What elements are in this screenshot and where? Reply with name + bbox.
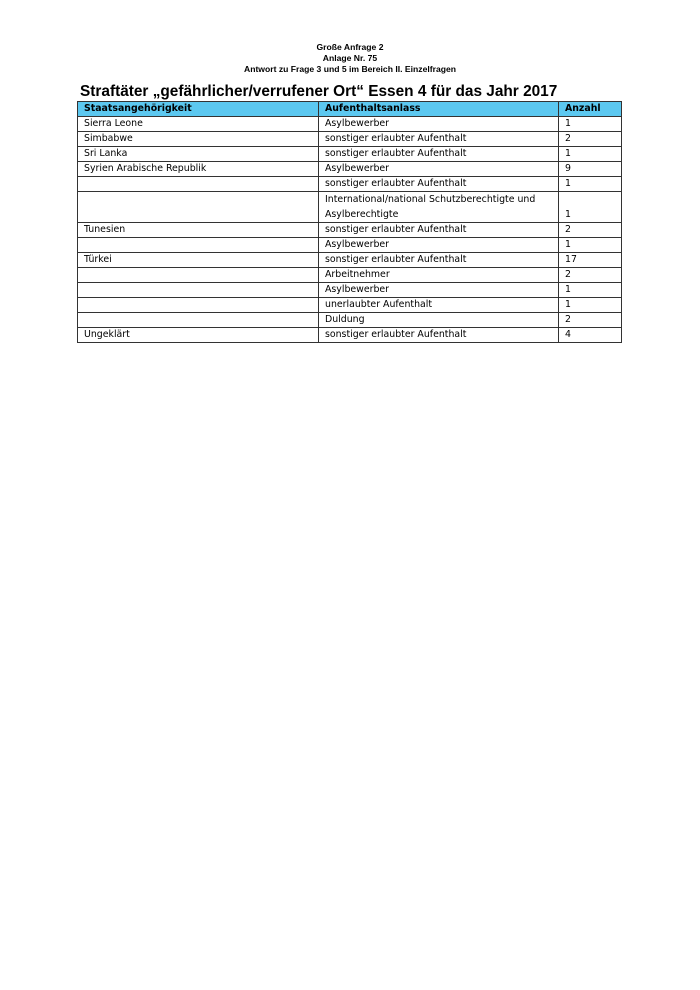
cell-reason: sonstiger erlaubter Aufenthalt bbox=[319, 328, 559, 343]
cell-nationality bbox=[78, 177, 319, 192]
table-row bbox=[78, 268, 622, 283]
cell-count: 9 bbox=[559, 162, 622, 177]
table-row bbox=[78, 162, 622, 177]
cell-nationality bbox=[78, 298, 319, 313]
cell-reason: sonstiger erlaubter Aufenthalt bbox=[319, 177, 559, 192]
cell-count: 4 bbox=[559, 328, 622, 343]
cell-reason: sonstiger erlaubter Aufenthalt bbox=[319, 223, 559, 238]
cell-reason: sonstiger erlaubter Aufenthalt bbox=[319, 147, 559, 162]
cell-nationality: Syrien Arabische Republik bbox=[78, 162, 319, 177]
table-row bbox=[78, 192, 622, 223]
table-row bbox=[78, 253, 622, 268]
table-row bbox=[78, 117, 622, 132]
column-header-nationality: Staatsangehörigkeit bbox=[78, 102, 319, 117]
cell-reason-line: International/national Schutzberechtigte und bbox=[325, 194, 536, 205]
header-line-answer: Antwort zu Frage 3 und 5 im Bereich II. Einzelfragen bbox=[243, 64, 456, 74]
cell-nationality bbox=[78, 313, 319, 328]
table-row bbox=[78, 177, 622, 192]
cell-count: 2 bbox=[559, 268, 622, 283]
cell-nationality: Sri Lanka bbox=[78, 147, 319, 162]
cell-nationality bbox=[78, 268, 319, 283]
cell-reason bbox=[319, 192, 559, 223]
header-line-annex: Anlage Nr. 75 bbox=[322, 53, 378, 63]
cell-reason: Arbeitnehmer bbox=[319, 268, 559, 283]
cell-reason: sonstiger erlaubter Aufenthalt bbox=[319, 132, 559, 147]
cell-nationality bbox=[78, 283, 319, 298]
cell-nationality: Tunesien bbox=[78, 223, 319, 238]
header-line-inquiry: Große Anfrage 2 bbox=[316, 42, 384, 52]
cell-nationality: Simbabwe bbox=[78, 132, 319, 147]
page-title: Straftäter „gefährlicher/verrufener Ort“ Essen 4 für das Jahr 2017 bbox=[80, 83, 558, 100]
cell-count: 1 bbox=[559, 192, 622, 223]
cell-count: 1 bbox=[559, 147, 622, 162]
cell-count: 2 bbox=[559, 132, 622, 147]
cell-count: 1 bbox=[559, 177, 622, 192]
cell-count: 1 bbox=[559, 283, 622, 298]
cell-reason-line: Asylberechtigte bbox=[325, 209, 399, 220]
table-row bbox=[78, 328, 622, 343]
cell-count: 2 bbox=[559, 313, 622, 328]
cell-count: 1 bbox=[559, 238, 622, 253]
column-header-reason: Aufenthaltsanlass bbox=[319, 102, 559, 117]
table-row bbox=[78, 238, 622, 253]
document-header bbox=[0, 42, 700, 75]
cell-nationality: Türkei bbox=[78, 253, 319, 268]
cell-count: 2 bbox=[559, 223, 622, 238]
table-header-row bbox=[78, 102, 622, 117]
cell-reason: unerlaubter Aufenthalt bbox=[319, 298, 559, 313]
table-row bbox=[78, 298, 622, 313]
table-row bbox=[78, 223, 622, 238]
table-row bbox=[78, 132, 622, 147]
column-header-count: Anzahl bbox=[559, 102, 622, 117]
offenders-table bbox=[77, 101, 622, 343]
cell-reason: Asylbewerber bbox=[319, 162, 559, 177]
cell-reason: Duldung bbox=[319, 313, 559, 328]
cell-reason: Asylbewerber bbox=[319, 238, 559, 253]
cell-nationality bbox=[78, 238, 319, 253]
cell-reason: Asylbewerber bbox=[319, 117, 559, 132]
table-row bbox=[78, 147, 622, 162]
table-row bbox=[78, 283, 622, 298]
cell-nationality: Sierra Leone bbox=[78, 117, 319, 132]
cell-nationality: Ungeklärt bbox=[78, 328, 319, 343]
cell-reason: sonstiger erlaubter Aufenthalt bbox=[319, 253, 559, 268]
cell-reason: Asylbewerber bbox=[319, 283, 559, 298]
cell-count: 17 bbox=[559, 253, 622, 268]
cell-nationality bbox=[78, 192, 319, 223]
cell-count: 1 bbox=[559, 298, 622, 313]
cell-count: 1 bbox=[559, 117, 622, 132]
table-row bbox=[78, 313, 622, 328]
